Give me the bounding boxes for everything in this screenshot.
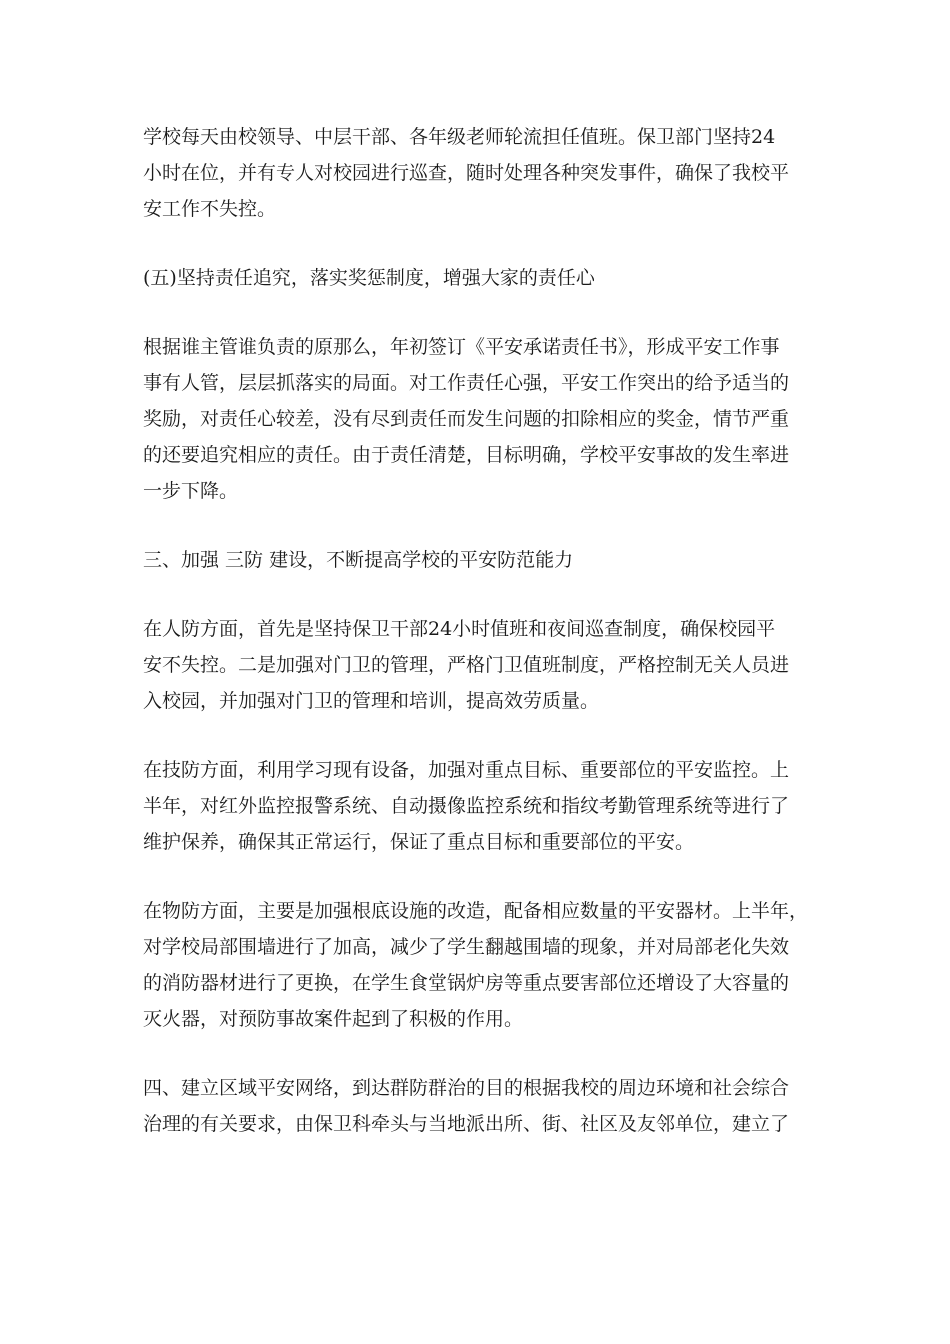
text-line: 的还要追究相应的责任。由于责任清楚，目标明确，学校平安事故的发生率进 xyxy=(143,444,790,466)
paragraph-technical-defense xyxy=(143,752,833,860)
text-line: 事有人管，层层抓落实的局面。对工作责任心强，平安工作突出的给予适当的 xyxy=(143,372,790,394)
paragraph-physical-defense xyxy=(143,893,833,1037)
text-line: 维护保养，确保其正常运行，保证了重点目标和重要部位的平安。 xyxy=(143,831,695,853)
text-line: 对学校局部围墙进行了加高，减少了学生翻越围墙的现象，并对局部老化失效 xyxy=(143,936,790,958)
text-line: 半年，对红外监控报警系统、自动摄像监控系统和指纹考勤管理系统等进行了 xyxy=(143,795,790,817)
text-line: 小时在位，并有专人对校园进行巡查，随时处理各种突发事件，确保了我校平 xyxy=(143,162,790,184)
text-line: 入校园，并加强对门卫的管理和培训，提高效劳质量。 xyxy=(143,690,600,712)
text-line: 治理的有关要求，由保卫科牵头与当地派出所、街、社区及友邻单位，建立了 xyxy=(143,1113,790,1135)
heading-text: 三、加强 三防 建设，不断提高学校的平安防范能力 xyxy=(143,549,574,571)
paragraph-duty-roster xyxy=(143,119,833,227)
paragraph-responsibility xyxy=(143,329,833,509)
text-line: 根据谁主管谁负责的原那么，年初签订《平安承诺责任书》，形成平安工作事 xyxy=(143,336,780,358)
text-line: 安工作不失控。 xyxy=(143,198,277,220)
text-line: 灭火器，对预防事故案件起到了积极的作用。 xyxy=(143,1008,524,1030)
section-heading-5 xyxy=(143,260,833,296)
paragraph-regional-network xyxy=(143,1070,833,1142)
text-line: 安不失控。二是加强对门卫的管理，严格门卫值班制度，严格控制无关人员进 xyxy=(143,654,790,676)
text-line: 在技防方面，利用学习现有设备，加强对重点目标、重要部位的平安监控。上 xyxy=(143,759,790,781)
section-heading-3 xyxy=(143,542,833,578)
text-line: 奖励，对责任心较差，没有尽到责任而发生问题的扣除相应的奖金，情节严重 xyxy=(143,408,790,430)
text-line: 学校每天由校领导、中层干部、各年级老师轮流担任值班。保卫部门坚持24 xyxy=(143,126,776,148)
paragraph-personnel-defense xyxy=(143,611,833,719)
text-line: 一步下降。 xyxy=(143,480,239,502)
text-line: 的消防器材进行了更换，在学生食堂锅炉房等重点要害部位还增设了大容量的 xyxy=(143,972,790,994)
text-line: 四、建立区域平安网络，到达群防群治的目的根据我校的周边环境和社会综合 xyxy=(143,1077,790,1099)
document-body xyxy=(143,119,833,1175)
heading-text: (五)坚持责任追究，落实奖惩制度，增强大家的责任心 xyxy=(143,267,595,289)
text-line: 在人防方面，首先是坚持保卫干部24小时值班和夜间巡查制度，确保校园平 xyxy=(143,618,776,640)
text-line: 在物防方面，主要是加强根底设施的改造，配备相应数量的平安器材。上半年， xyxy=(143,900,809,922)
